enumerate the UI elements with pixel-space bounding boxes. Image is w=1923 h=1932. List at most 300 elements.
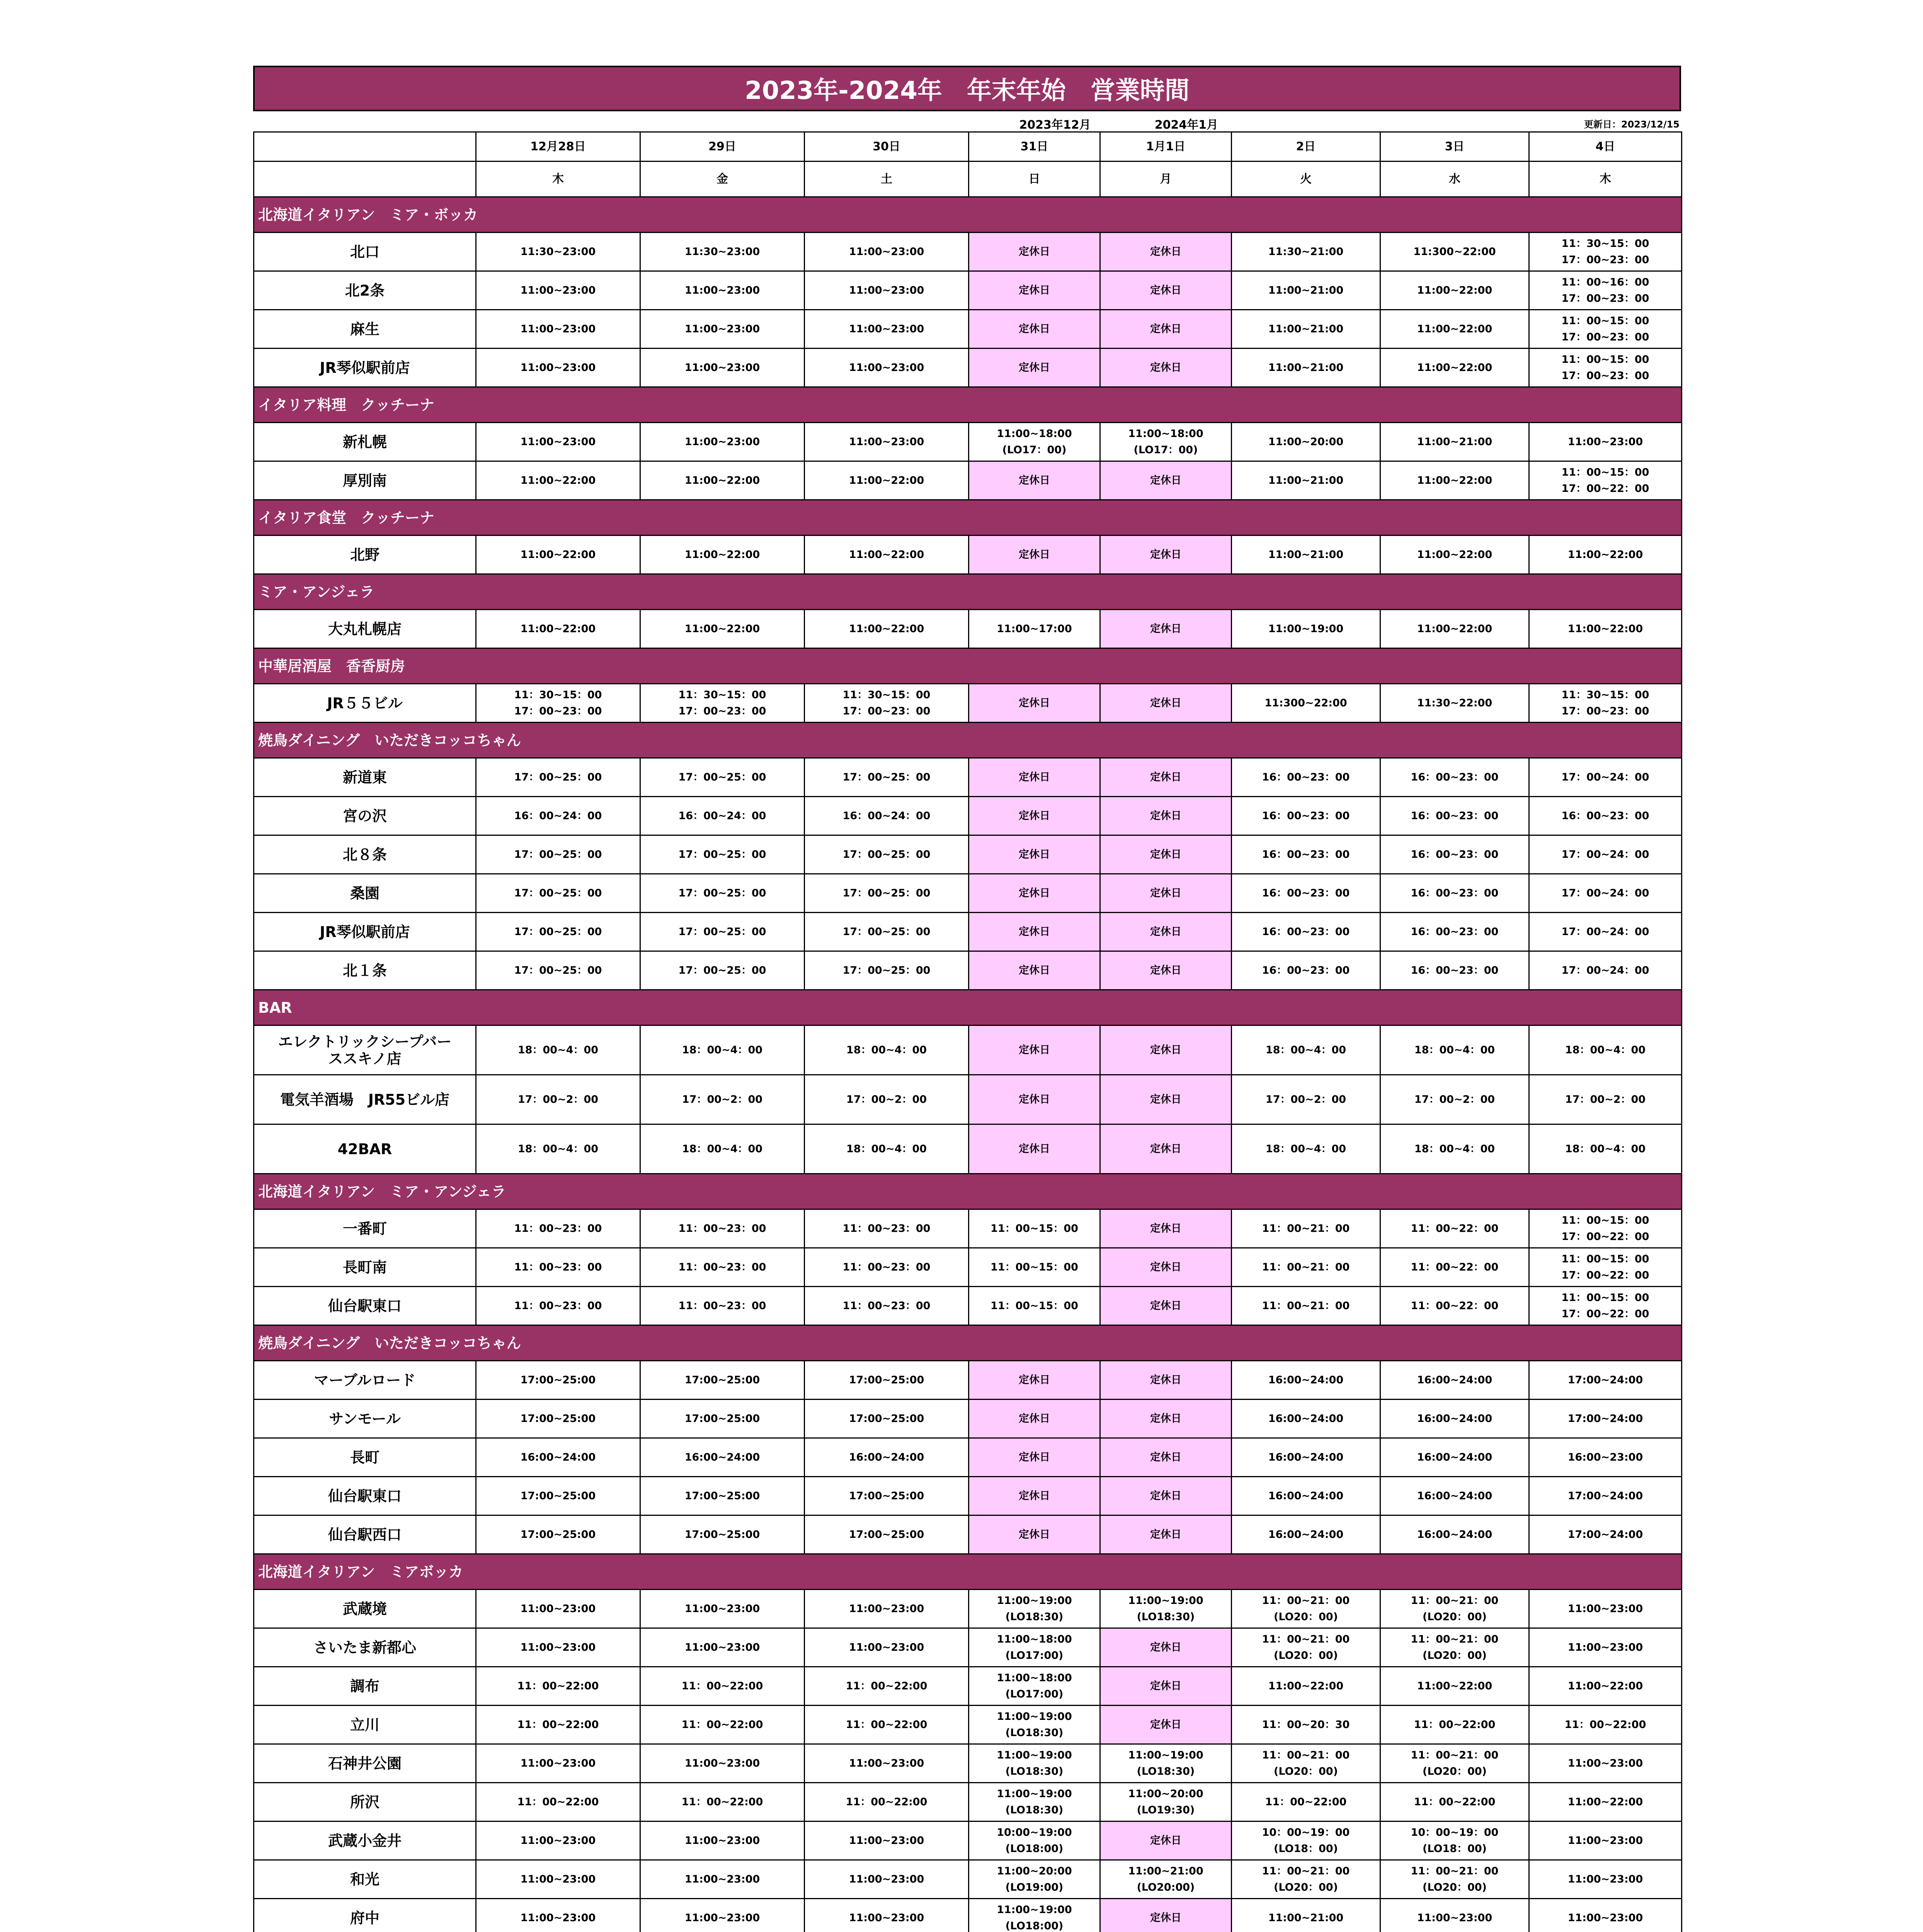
hours-cell: 16:00~24:00 xyxy=(1380,1400,1529,1438)
hours-cell: 11：00~23：00 xyxy=(476,1287,640,1325)
closed-day-cell: 定休日 xyxy=(969,797,1100,835)
month-label-dec: 2023年12月 xyxy=(1019,118,1091,132)
store-name: 北口 xyxy=(254,233,476,271)
hours-cell: 11:00~21:00 xyxy=(1232,536,1380,574)
hours-cell: 11:00~23:00 xyxy=(1529,1899,1682,1932)
hours-cell: 18：00~4：00 xyxy=(805,1124,969,1174)
hours-cell: 11:00~23:00 xyxy=(476,1860,640,1899)
store-row xyxy=(254,536,1682,574)
corner-cell xyxy=(254,132,476,162)
hours-cell: 16：00~23：00 xyxy=(1380,797,1529,835)
hours-cell: 11:00~23:00 xyxy=(805,271,969,310)
hours-cell: 11:00~23:00 xyxy=(805,423,969,461)
store-row xyxy=(254,758,1682,797)
store-row xyxy=(254,1783,1682,1821)
closed-day-cell: 定休日 xyxy=(969,349,1100,387)
hours-cell: 11：00~15：00 17：00~22：00 xyxy=(1529,1287,1682,1325)
hours-cell: 11:00~19:00 (LO18:30) xyxy=(969,1783,1100,1821)
closed-day-cell: 定休日 xyxy=(1100,1667,1232,1706)
hours-cell: 11:00~22:00 xyxy=(1380,349,1529,387)
hours-cell: 18：00~4：00 xyxy=(1529,1026,1682,1075)
hours-cell: 11:00~21:00 xyxy=(1232,310,1380,349)
hours-cell: 17:00~25:00 xyxy=(805,1361,969,1400)
section-header-row xyxy=(254,723,1682,758)
store-name: 一番町 xyxy=(254,1209,476,1248)
hours-cell: 11：00~22:00 xyxy=(805,1783,969,1821)
store-row xyxy=(254,1287,1682,1325)
store-row xyxy=(254,233,1682,271)
hours-cell: 16：00~23：00 xyxy=(1380,951,1529,990)
hours-cell: 11:00~21:00 xyxy=(1232,461,1380,500)
hours-cell: 11:30~23:00 xyxy=(476,233,640,271)
store-name: 武蔵小金井 xyxy=(254,1821,476,1860)
hours-cell: 11：00~15：00 xyxy=(969,1287,1100,1325)
hours-cell: 17：00~2：00 xyxy=(476,1075,640,1124)
weekday-cell: 水 xyxy=(1380,162,1529,197)
store-name: 長町 xyxy=(254,1438,476,1477)
hours-cell: 11:00~23:00 xyxy=(805,1821,969,1860)
store-name: 42BAR xyxy=(254,1124,476,1174)
hours-cell: 17:00~25:00 xyxy=(805,1477,969,1515)
store-name: 和光 xyxy=(254,1860,476,1899)
hours-cell: 11:00~21:00 xyxy=(1380,423,1529,461)
hours-cell: 11:00~23:00 xyxy=(640,1744,805,1783)
hours-cell: 17：00~25：00 xyxy=(640,758,805,797)
hours-cell: 11:00~23:00 xyxy=(640,349,805,387)
hours-cell: 11:00~23:00 xyxy=(805,1744,969,1783)
hours-cell: 16:00~23:00 xyxy=(1529,1438,1682,1477)
store-row xyxy=(254,1706,1682,1744)
hours-cell: 16：00~23：00 xyxy=(1380,874,1529,913)
hours-cell: 11:00~23:00 xyxy=(805,1590,969,1628)
hours-cell: 10：00~19：00 (LO18：00) xyxy=(1380,1821,1529,1860)
store-name: 石神井公園 xyxy=(254,1744,476,1783)
store-name: JR琴似駅前店 xyxy=(254,349,476,387)
closed-day-cell: 定休日 xyxy=(1100,874,1232,913)
hours-cell: 11：00~22:00 xyxy=(640,1706,805,1744)
closed-day-cell: 定休日 xyxy=(1100,1706,1232,1744)
closed-day-cell: 定休日 xyxy=(969,684,1100,723)
store-name: 宮の沢 xyxy=(254,797,476,835)
closed-day-cell: 定休日 xyxy=(969,1477,1100,1515)
hours-cell: 16：00~24：00 xyxy=(640,797,805,835)
hours-cell: 11:00~23:00 xyxy=(640,1628,805,1667)
hours-cell: 10:00~19:00 (LO18:00) xyxy=(969,1821,1100,1860)
hours-cell: 17：00~25：00 xyxy=(805,951,969,990)
hours-cell: 11:00~22:00 xyxy=(1529,1667,1682,1706)
hours-cell: 17：00~24：00 xyxy=(1529,951,1682,990)
hours-cell: 11:00~23:00 xyxy=(640,1590,805,1628)
hours-cell: 11：00~23：00 xyxy=(805,1248,969,1287)
hours-cell: 17：00~24：00 xyxy=(1529,758,1682,797)
hours-cell: 17:00~25:00 xyxy=(476,1515,640,1554)
section-header-row xyxy=(254,197,1682,233)
weekday-cell: 木 xyxy=(1529,162,1682,197)
hours-cell: 17:00~24:00 xyxy=(1529,1477,1682,1515)
date-cell: 31日 xyxy=(969,132,1100,162)
date-header-row xyxy=(254,132,1682,162)
month-header xyxy=(253,111,1681,131)
hours-cell: 11：00~21：00 (LO20：00) xyxy=(1380,1860,1529,1899)
hours-cell: 18：00~4：00 xyxy=(640,1124,805,1174)
hours-cell: 11:00~23:00 xyxy=(640,1821,805,1860)
hours-cell: 11:00~23:00 xyxy=(476,1590,640,1628)
hours-cell: 11：00~23：00 xyxy=(640,1209,805,1248)
hours-cell: 16：00~23：00 xyxy=(1232,951,1380,990)
closed-day-cell: 定休日 xyxy=(969,1124,1100,1174)
hours-cell: 11：00~21：00 (LO20：00) xyxy=(1232,1860,1380,1899)
hours-cell: 11:00~19:00 (LO18:30) xyxy=(969,1744,1100,1783)
hours-cell: 11:00~18:00 (LO17:00) xyxy=(969,1628,1100,1667)
hours-cell: 11：30~15：00 17：00~23：00 xyxy=(1529,684,1682,723)
hours-cell: 11:00~20:00 (LO19:00) xyxy=(969,1860,1100,1899)
hours-cell: 17：00~2：00 xyxy=(805,1075,969,1124)
hours-cell: 17：00~2：00 xyxy=(640,1075,805,1124)
weekday-cell: 月 xyxy=(1100,162,1232,197)
store-row xyxy=(254,1860,1682,1899)
hours-cell: 11:00~23:00 xyxy=(476,310,640,349)
hours-cell: 11:30~22:00 xyxy=(1380,684,1529,723)
hours-cell: 11:00~23:00 xyxy=(805,1860,969,1899)
hours-cell: 11:00~22:00 xyxy=(1529,1783,1682,1821)
hours-cell: 11:00~23:00 xyxy=(640,1899,805,1932)
closed-day-cell: 定休日 xyxy=(1100,536,1232,574)
hours-cell: 17:00~25:00 xyxy=(805,1515,969,1554)
hours-cell: 17：00~25：00 xyxy=(476,951,640,990)
closed-day-cell: 定休日 xyxy=(1100,1477,1232,1515)
hours-cell: 17：00~25：00 xyxy=(476,835,640,874)
hours-cell: 11:00~23:00 xyxy=(1529,1590,1682,1628)
section-header-row xyxy=(254,1554,1682,1590)
date-cell: 1月1日 xyxy=(1100,132,1232,162)
hours-cell: 17：00~24：00 xyxy=(1529,835,1682,874)
section-title: イタリア料理 クッチーナ xyxy=(254,387,1682,423)
closed-day-cell: 定休日 xyxy=(1100,1438,1232,1477)
store-name: サンモール xyxy=(254,1400,476,1438)
store-row xyxy=(254,797,1682,835)
hours-cell: 17：00~25：00 xyxy=(805,758,969,797)
store-name: さいたま新都心 xyxy=(254,1628,476,1667)
store-row xyxy=(254,913,1682,951)
hours-cell: 11:00~19:00 xyxy=(1232,610,1380,648)
hours-cell: 11：00~22:00 xyxy=(476,1706,640,1744)
hours-cell: 11：00~23：00 xyxy=(805,1287,969,1325)
store-row xyxy=(254,1899,1682,1932)
closed-day-cell: 定休日 xyxy=(969,913,1100,951)
hours-cell: 11：00~22:00 xyxy=(1380,1706,1529,1744)
hours-cell: 17:00~24:00 xyxy=(1529,1400,1682,1438)
hours-cell: 11：00~22:00 xyxy=(640,1783,805,1821)
hours-cell: 11:00~22:00 xyxy=(1380,461,1529,500)
closed-day-cell: 定休日 xyxy=(1100,913,1232,951)
store-name: JR琴似駅前店 xyxy=(254,913,476,951)
closed-day-cell: 定休日 xyxy=(1100,271,1232,310)
store-name: 所沢 xyxy=(254,1783,476,1821)
store-name: 北８条 xyxy=(254,835,476,874)
closed-day-cell: 定休日 xyxy=(1100,1361,1232,1400)
store-row xyxy=(254,1667,1682,1706)
closed-day-cell: 定休日 xyxy=(1100,1075,1232,1124)
hours-cell: 16：00~23：00 xyxy=(1380,913,1529,951)
closed-day-cell: 定休日 xyxy=(1100,349,1232,387)
store-row xyxy=(254,1515,1682,1554)
section-title: BAR xyxy=(254,990,1682,1026)
hours-cell: 16:00~24:00 xyxy=(805,1438,969,1477)
hours-cell: 16:00~24:00 xyxy=(1232,1477,1380,1515)
hours-cell: 11：00~21：00 (LO20：00) xyxy=(1380,1744,1529,1783)
store-row xyxy=(254,1628,1682,1667)
section-title: 焼鳥ダイニング いただきコッコちゃん xyxy=(254,1325,1682,1361)
closed-day-cell: 定休日 xyxy=(1100,1899,1232,1932)
store-row xyxy=(254,1026,1682,1075)
store-name: マーブルロード xyxy=(254,1361,476,1400)
date-cell: 4日 xyxy=(1529,132,1682,162)
store-row xyxy=(254,874,1682,913)
hours-cell: 11：00~15：00 xyxy=(969,1209,1100,1248)
store-name: 新道東 xyxy=(254,758,476,797)
closed-day-cell: 定休日 xyxy=(969,835,1100,874)
section-header-row xyxy=(254,648,1682,684)
hours-cell: 17：00~25：00 xyxy=(476,758,640,797)
hours-cell: 16：00~23：00 xyxy=(1380,835,1529,874)
section-title: 北海道イタリアン ミア・アンジェラ xyxy=(254,1174,1682,1209)
closed-day-cell: 定休日 xyxy=(1100,1515,1232,1554)
closed-day-cell: 定休日 xyxy=(969,874,1100,913)
hours-cell: 16:00~24:00 xyxy=(1232,1361,1380,1400)
hours-cell: 16:00~24:00 xyxy=(1380,1515,1529,1554)
closed-day-cell: 定休日 xyxy=(1100,610,1232,648)
hours-cell: 11：30~15：00 17：00~23：00 xyxy=(805,684,969,723)
hours-cell: 11:00~18:00 (LO17：00) xyxy=(1100,423,1232,461)
hours-cell: 11:00~22:00 xyxy=(1380,536,1529,574)
hours-cell: 11：00~22:00 xyxy=(1232,1783,1380,1821)
hours-cell: 11:00~23:00 xyxy=(640,423,805,461)
hours-cell: 11:00~23:00 xyxy=(805,233,969,271)
hours-cell: 16：00~24：00 xyxy=(805,797,969,835)
hours-cell: 11：00~22：00 xyxy=(1380,1209,1529,1248)
hours-cell: 11:00~23:00 xyxy=(805,1899,969,1932)
hours-cell: 11:00~23:00 xyxy=(640,271,805,310)
hours-cell: 11:00~21:00 xyxy=(1232,271,1380,310)
closed-day-cell: 定休日 xyxy=(1100,1248,1232,1287)
store-name: 麻生 xyxy=(254,310,476,349)
hours-cell: 11:00~20:00 xyxy=(1232,423,1380,461)
store-name: JR５５ビル xyxy=(254,684,476,723)
hours-cell: 11:00~23:00 xyxy=(476,271,640,310)
hours-cell: 11:00~22:00 xyxy=(1529,536,1682,574)
hours-cell: 11：00~21：00 (LO20：00) xyxy=(1380,1628,1529,1667)
closed-day-cell: 定休日 xyxy=(1100,684,1232,723)
closed-day-cell: 定休日 xyxy=(969,1361,1100,1400)
store-row xyxy=(254,1821,1682,1860)
store-name: 大丸札幌店 xyxy=(254,610,476,648)
hours-cell: 11：00~22:00 xyxy=(805,1667,969,1706)
corner-cell xyxy=(254,162,476,197)
weekday-cell: 土 xyxy=(805,162,969,197)
hours-cell: 11:300~22:00 xyxy=(1232,684,1380,723)
hours-cell: 11:00~23:00 xyxy=(805,1628,969,1667)
hours-cell: 11:00~22:00 xyxy=(640,610,805,648)
hours-cell: 11:00~18:00 (LO17：00) xyxy=(969,423,1100,461)
weekday-cell: 金 xyxy=(640,162,805,197)
hours-cell: 18：00~4：00 xyxy=(1232,1026,1380,1075)
store-row xyxy=(254,1209,1682,1248)
hours-cell: 16：00~23：00 xyxy=(1232,913,1380,951)
hours-cell: 11：00~22:00 xyxy=(1380,1783,1529,1821)
section-header-row xyxy=(254,1174,1682,1209)
store-row xyxy=(254,271,1682,310)
closed-day-cell: 定休日 xyxy=(1100,233,1232,271)
hours-table xyxy=(253,131,1682,1932)
section-header-row xyxy=(254,387,1682,423)
hours-cell: 17：00~24：00 xyxy=(1529,913,1682,951)
store-row xyxy=(254,461,1682,500)
store-row xyxy=(254,349,1682,387)
closed-day-cell: 定休日 xyxy=(969,1075,1100,1124)
hours-cell: 17:00~25:00 xyxy=(476,1400,640,1438)
hours-cell: 11：00~22:00 xyxy=(640,1667,805,1706)
section-title: 北海道イタリアン ミア・ボッカ xyxy=(254,197,1682,233)
hours-cell: 11:00~23:00 xyxy=(1529,1628,1682,1667)
hours-cell: 17:00~24:00 xyxy=(1529,1515,1682,1554)
hours-cell: 17：00~24：00 xyxy=(1529,874,1682,913)
hours-cell: 16:00~24:00 xyxy=(1232,1515,1380,1554)
store-name: 仙台駅東口 xyxy=(254,1287,476,1325)
hours-cell: 16:00~24:00 xyxy=(1232,1438,1380,1477)
hours-cell: 11:30~21:00 xyxy=(1232,233,1380,271)
hours-cell: 17:00~25:00 xyxy=(805,1400,969,1438)
hours-cell: 11:00~18:00 (LO17:00) xyxy=(969,1667,1100,1706)
store-name: 厚別南 xyxy=(254,461,476,500)
hours-cell: 11:00~19:00 (LO18:30) xyxy=(969,1706,1100,1744)
store-name: 北2条 xyxy=(254,271,476,310)
store-row xyxy=(254,1744,1682,1783)
hours-cell: 18：00~4：00 xyxy=(1380,1026,1529,1075)
store-name: 新札幌 xyxy=(254,423,476,461)
store-name: 仙台駅西口 xyxy=(254,1515,476,1554)
hours-cell: 11：00~21：00 (LO20：00) xyxy=(1232,1628,1380,1667)
hours-cell: 16：00~23：00 xyxy=(1232,874,1380,913)
closed-day-cell: 定休日 xyxy=(969,1400,1100,1438)
hours-cell: 18：00~4：00 xyxy=(1529,1124,1682,1174)
hours-cell: 16:00~24:00 xyxy=(640,1438,805,1477)
closed-day-cell: 定休日 xyxy=(1100,797,1232,835)
store-row xyxy=(254,1075,1682,1124)
store-row xyxy=(254,1438,1682,1477)
hours-cell: 17：00~25：00 xyxy=(640,913,805,951)
hours-cell: 11:00~23:00 xyxy=(1529,1821,1682,1860)
hours-cell: 16：00~23：00 xyxy=(1232,758,1380,797)
hours-cell: 11:30~23:00 xyxy=(640,233,805,271)
store-row xyxy=(254,951,1682,990)
closed-day-cell: 定休日 xyxy=(969,758,1100,797)
store-row xyxy=(254,423,1682,461)
closed-day-cell: 定休日 xyxy=(969,461,1100,500)
weekday-cell: 火 xyxy=(1232,162,1380,197)
hours-cell: 16：00~23：00 xyxy=(1380,758,1529,797)
hours-cell: 11:00~22:00 xyxy=(1529,610,1682,648)
hours-cell: 11：00~21：00 xyxy=(1232,1287,1380,1325)
closed-day-cell: 定休日 xyxy=(969,951,1100,990)
store-name: 北野 xyxy=(254,536,476,574)
hours-cell: 11：00~23：00 xyxy=(640,1248,805,1287)
hours-cell: 11：00~15：00 17：00~22：00 xyxy=(1529,461,1682,500)
store-name: 北１条 xyxy=(254,951,476,990)
store-row xyxy=(254,1400,1682,1438)
hours-cell: 11:00~21:00 xyxy=(1232,1899,1380,1932)
hours-cell: 17：00~25：00 xyxy=(476,913,640,951)
closed-day-cell: 定休日 xyxy=(969,233,1100,271)
hours-cell: 11:00~19:00 (LO18:30) xyxy=(1100,1590,1232,1628)
hours-cell: 11:00~22:00 xyxy=(640,461,805,500)
hours-cell: 11：00~22：00 xyxy=(1380,1248,1529,1287)
hours-cell: 11：00~23：00 xyxy=(805,1209,969,1248)
hours-cell: 11:00~22:00 xyxy=(640,536,805,574)
hours-cell: 11:00~23:00 xyxy=(1380,1899,1529,1932)
hours-cell: 11：00~15：00 17：00~23：00 xyxy=(1529,349,1682,387)
weekday-cell: 木 xyxy=(476,162,640,197)
hours-cell: 17：00~25：00 xyxy=(640,874,805,913)
hours-cell: 17：00~25：00 xyxy=(640,835,805,874)
store-name: 立川 xyxy=(254,1706,476,1744)
hours-cell: 11:00~23:00 xyxy=(1529,1860,1682,1899)
closed-day-cell: 定休日 xyxy=(1100,1287,1232,1325)
hours-cell: 16:00~24:00 xyxy=(1380,1438,1529,1477)
store-row xyxy=(254,610,1682,648)
closed-day-cell: 定休日 xyxy=(969,271,1100,310)
closed-day-cell: 定休日 xyxy=(1100,1821,1232,1860)
closed-day-cell: 定休日 xyxy=(969,536,1100,574)
weekday-cell: 日 xyxy=(969,162,1100,197)
hours-cell: 16:00~24:00 xyxy=(1232,1400,1380,1438)
store-name: 長町南 xyxy=(254,1248,476,1287)
hours-cell: 18：00~4：00 xyxy=(476,1026,640,1075)
store-row xyxy=(254,1361,1682,1400)
hours-cell: 11：00~22：00 xyxy=(1380,1287,1529,1325)
section-header-row xyxy=(254,1325,1682,1361)
hours-cell: 11:00~22:00 xyxy=(1380,610,1529,648)
hours-cell: 17:00~25:00 xyxy=(476,1361,640,1400)
hours-cell: 11：00~23：00 xyxy=(640,1287,805,1325)
hours-cell: 11:00~23:00 xyxy=(476,1899,640,1932)
date-cell: 30日 xyxy=(805,132,969,162)
hours-cell: 16：00~24：00 xyxy=(476,797,640,835)
closed-day-cell: 定休日 xyxy=(1100,951,1232,990)
store-name: 調布 xyxy=(254,1667,476,1706)
hours-cell: 17：00~25：00 xyxy=(640,951,805,990)
hours-cell: 11:00~23:00 xyxy=(1529,1744,1682,1783)
section-title: 北海道イタリアン ミアボッカ xyxy=(254,1554,1682,1590)
section-title: 焼鳥ダイニング いただきコッコちゃん xyxy=(254,723,1682,758)
hours-cell: 11:00~23:00 xyxy=(476,1628,640,1667)
hours-cell: 18：00~4：00 xyxy=(476,1124,640,1174)
closed-day-cell: 定休日 xyxy=(1100,1209,1232,1248)
hours-cell: 11:00~22:00 xyxy=(805,536,969,574)
hours-cell: 11:00~23:00 xyxy=(1529,423,1682,461)
hours-cell: 11：30~15：00 17：00~23：00 xyxy=(640,684,805,723)
hours-cell: 16：00~23：00 xyxy=(1232,835,1380,874)
hours-cell: 11：00~15：00 xyxy=(969,1248,1100,1287)
hours-cell: 11：00~22:00 xyxy=(476,1783,640,1821)
hours-cell: 11:00~19:00 (LO18:00) xyxy=(969,1899,1100,1932)
hours-cell: 11：00~20：30 xyxy=(1232,1706,1380,1744)
hours-cell: 11:00~22:00 xyxy=(805,610,969,648)
hours-cell: 16:00~24:00 xyxy=(1380,1477,1529,1515)
hours-cell: 16：00~23：00 xyxy=(1232,797,1380,835)
closed-day-cell: 定休日 xyxy=(969,1026,1100,1075)
closed-day-cell: 定休日 xyxy=(969,1515,1100,1554)
hours-cell: 11：00~21：00 xyxy=(1232,1209,1380,1248)
